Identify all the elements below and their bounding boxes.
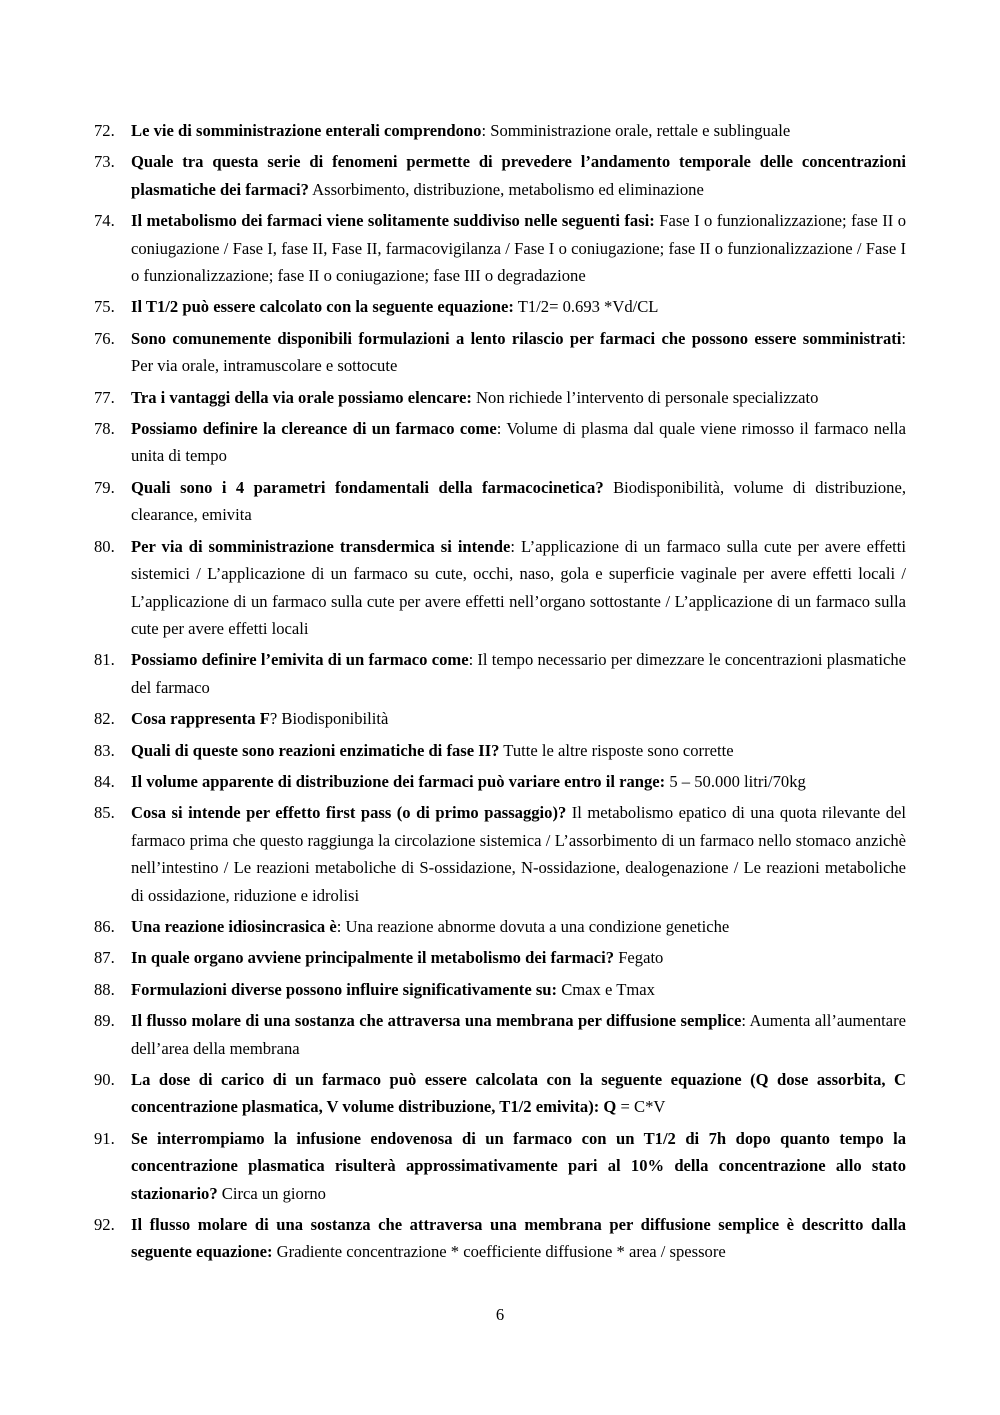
item-text: [131, 976, 906, 1003]
item-text: [131, 944, 906, 971]
question-text: Possiamo definire l’emivita di un farmaco come: [131, 650, 469, 670]
answer-text: Tutte le altre risposte sono corrette: [499, 740, 734, 760]
question-text: Una reazione idiosincrasica è: [131, 916, 337, 936]
list-item: [94, 474, 906, 529]
answer-text: Cmax e Tmax: [557, 979, 655, 999]
answer-text: Biodisponibilità, volume di distribuzione, clearance, emivita: [131, 477, 906, 525]
item-number: 77.: [94, 387, 115, 407]
question-text: Possiamo definire la clereance di un farmaco come: [131, 419, 497, 439]
answer-text: = C*V: [616, 1097, 666, 1117]
list-item: [94, 117, 906, 144]
question-text: Il T1/2 può essere calcolato con la seguente equazione:: [131, 297, 514, 317]
question-text: Cosa si intende per effetto first pass (o di primo passaggio)?: [131, 803, 567, 823]
item-number: 81.: [94, 650, 115, 670]
answer-text: : Il tempo necessario per dimezzare le concentrazioni plasmatiche del farmaco: [131, 650, 907, 697]
answer-text: : Per via orale, intramuscolare e sottocute: [131, 328, 906, 376]
question-text: La dose di carico di un farmaco può essere calcolata con la seguente equazione (Q dose assorbita, C concentrazione plasmatica, V volume distribuzione, T1/2 emivita): Q: [131, 1070, 906, 1117]
item-text: [131, 384, 906, 411]
item-number: 91.: [94, 1128, 115, 1148]
answer-text: 5 – 50.000 litri/70kg: [665, 771, 806, 791]
answer-text: Assorbimento, distribuzione, metabolismo ed eliminazione: [308, 179, 704, 199]
item-text: [131, 207, 906, 289]
answer-text: : Una reazione abnorme dovuta a una condizione genetiche: [336, 916, 730, 936]
answer-text: Gradiente concentrazione * coefficiente diffusione * area / spessore: [272, 1242, 726, 1262]
list-item: [94, 148, 906, 203]
question-text: Il metabolismo dei farmaci viene solitamente suddiviso nelle seguenti fasi:: [131, 211, 655, 231]
question-text: Sono comunemente disponibili formulazioni a lento rilascio per farmaci che possono essere somministrati: [131, 328, 902, 348]
question-text: Cosa rappresenta F: [131, 709, 270, 729]
list-item: [94, 646, 906, 701]
answer-text: : Somministrazione orale, rettale e sublinguale: [481, 121, 791, 140]
item-number: 82.: [94, 709, 115, 729]
question-text: Il volume apparente di distribuzione dei farmaci può variare entro il range:: [131, 771, 666, 791]
item-text: [131, 474, 906, 529]
item-text: [131, 148, 906, 203]
item-number: 84.: [94, 771, 115, 791]
question-text: Il flusso molare di una sostanza che attraversa una membrana per diffusione semplice è descritto dalla seguente equazione:: [131, 1215, 906, 1262]
item-text: [131, 646, 906, 701]
list-item: [94, 325, 906, 380]
question-text: Per via di somministrazione transdermica si intende: [131, 536, 511, 556]
answer-text: ? Biodisponibilità: [269, 709, 389, 729]
item-text: [131, 768, 906, 795]
answer-text: Circa un giorno: [217, 1183, 326, 1203]
answer-text: T1/2= 0.693 *Vd/CL: [513, 297, 659, 317]
list-item: [94, 1211, 906, 1266]
question-text: Quale tra questa serie di fenomeni permette di prevedere l’andamento temporale delle concentrazioni plasmatiche dei farmaci?: [131, 152, 906, 199]
item-number: 88.: [94, 979, 115, 999]
item-text: [131, 415, 906, 470]
page-number: 6: [495, 1305, 505, 1324]
item-number: 87.: [94, 948, 115, 968]
answer-text: : L’applicazione di un farmaco sulla cute per avere effetti sistemici / L’applicazione di un farmaco su cute, occhi, naso, gola e superficie vaginale per avere effetti locali / L’applicazione di un farmaco sulla cute per avere effetti nell’organo sottostante / L’applicazione di un farmaco sulla cute per avere effetti locali: [131, 536, 906, 638]
list-item: [94, 705, 906, 732]
item-number: 85.: [94, 803, 115, 823]
question-text: Se interrompiamo la infusione endovenosa di un farmaco con un T1/2 di 7h dopo quanto tempo la concentrazione plasmatica risulterà approssimativamente pari al 10% della concentrazione allo stato stazionario?: [131, 1128, 906, 1203]
list-item: [94, 1125, 906, 1207]
answer-text: : Volume di plasma dal quale viene rimosso il farmaco nella unita di tempo: [131, 419, 906, 466]
question-text: Formulazioni diverse possono influire significativamente su:: [131, 979, 558, 999]
item-text: [131, 1007, 906, 1062]
question-text: Le vie di somministrazione enterali comprendono: [131, 121, 482, 140]
item-number: 86.: [94, 916, 115, 936]
item-text: [131, 325, 906, 380]
list-item: [94, 976, 906, 1003]
list-item: [94, 415, 906, 470]
list-item: [94, 737, 906, 764]
answer-text: Non richiede l’intervento di personale specializzato: [471, 387, 819, 407]
list-item: [94, 913, 906, 940]
question-text: Quali di queste sono reazioni enzimatiche di fase II?: [131, 740, 500, 760]
item-text: [131, 1211, 906, 1266]
item-number: 76.: [94, 328, 115, 348]
item-number: 79.: [94, 477, 115, 497]
item-text: [131, 533, 906, 643]
item-number: 83.: [94, 740, 115, 760]
item-number: 72.: [94, 121, 115, 140]
question-answer-list: [94, 117, 906, 1270]
item-number: 90.: [94, 1070, 115, 1089]
item-number: 80.: [94, 536, 115, 556]
list-item: [94, 207, 906, 289]
item-number: 89.: [94, 1011, 115, 1031]
answer-text: Fegato: [614, 948, 664, 968]
question-text: Il flusso molare di una sostanza che attraversa una membrana per diffusione semplice: [131, 1011, 742, 1031]
item-text: [131, 737, 906, 764]
list-item: [94, 533, 906, 643]
list-item: [94, 1007, 906, 1062]
item-number: 75.: [94, 297, 115, 317]
item-number: 78.: [94, 419, 115, 439]
item-text: [131, 799, 906, 909]
item-text: [131, 1125, 906, 1207]
item-text: [131, 293, 906, 320]
item-number: 74.: [94, 211, 115, 231]
item-text: [131, 117, 906, 144]
question-text: In quale organo avviene principalmente il metabolismo dei farmaci?: [131, 948, 615, 968]
item-text: [131, 913, 906, 940]
answer-text: Il metabolismo epatico di una quota rilevante del farmaco prima che questo raggiunga la circolazione sistemica / L’assorbimento di un farmaco nello stomaco anzichè nell’intestino / Le reazioni metaboliche di S-ossidazione, N-ossidazione, dealogenazione / Le reazioni metaboliche di ossidazione, riduzione e idrolisi: [131, 803, 906, 905]
question-text: Quali sono i 4 parametri fondamentali della farmacocinetica?: [131, 477, 604, 497]
answer-text: Fase I o funzionalizzazione; fase II o coniugazione / Fase I, fase II, Fase II, farmacovigilanza / Fase I o coniugazione; fase II o funzionalizzazione / Fase I o funzionalizzazione; fase II o coniugazione; fase III o degradazione: [131, 211, 906, 286]
list-item: [94, 768, 906, 795]
list-item: [94, 384, 906, 411]
answer-text: : Aumenta all’aumentare dell’area della membrana: [131, 1011, 906, 1058]
item-text: [131, 705, 906, 732]
question-text: Tra i vantaggi della via orale possiamo elencare:: [131, 387, 472, 407]
item-number: 73.: [94, 152, 115, 172]
list-item: [94, 293, 906, 320]
list-item: [94, 944, 906, 971]
item-text: [131, 1066, 906, 1121]
list-item: [94, 1066, 906, 1121]
item-number: 92.: [94, 1215, 115, 1235]
list-item: [94, 799, 906, 909]
